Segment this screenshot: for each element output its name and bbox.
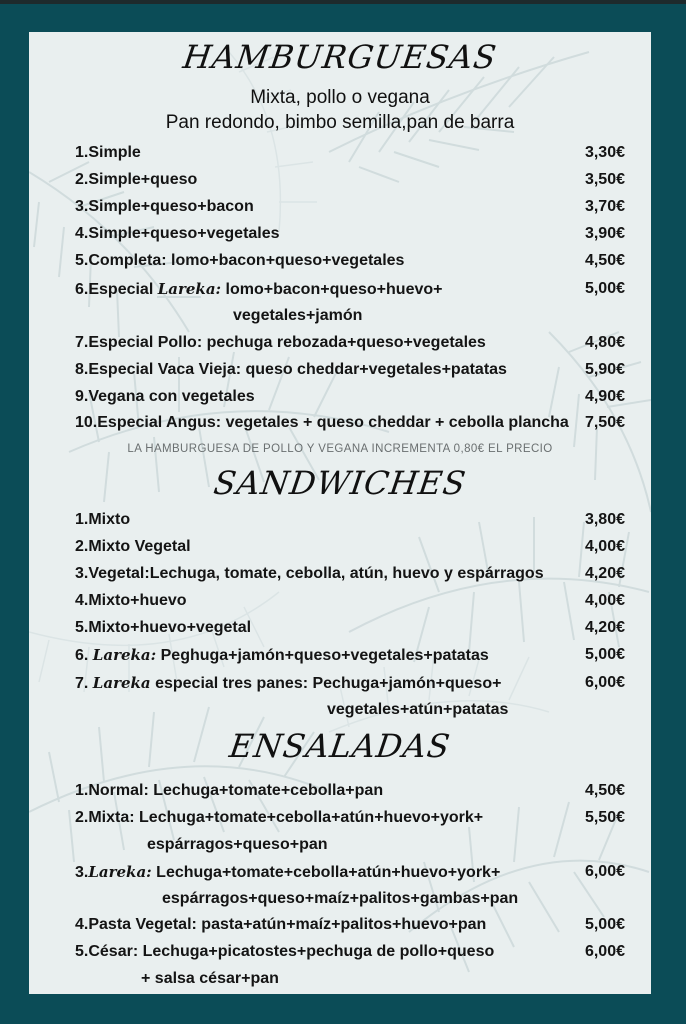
item-name <box>75 646 489 665</box>
sandwiches-item <box>75 511 625 535</box>
item-number: 6. <box>75 647 93 664</box>
item-name <box>75 171 197 189</box>
item-price: 4,80€ <box>584 334 625 351</box>
hamburguesas-item <box>75 361 625 385</box>
sandwiches-item <box>75 619 625 643</box>
hamburguesas-item <box>75 198 625 222</box>
item-name <box>75 674 501 693</box>
item-name <box>75 782 383 800</box>
hamburguesas-item <box>75 388 625 412</box>
hamburguesas-item <box>75 334 625 358</box>
hamburguesas-note: LA HAMBURGUESA DE POLLO Y VEGANA INCREMENTA 0,80€ EL PRECIO <box>127 443 553 455</box>
hamburguesas-item <box>75 280 625 324</box>
item-description: 5.César: Lechuga+picatostes+pechuga de pollo+queso <box>75 943 495 960</box>
item-price: 6,00€ <box>584 863 625 880</box>
item-description: 7.Especial Pollo: pechuga rebozada+queso+vegetales <box>75 334 486 351</box>
item-price: 5,00€ <box>584 916 625 933</box>
item-description-continued: + salsa césar+pan <box>141 970 279 987</box>
ensaladas-item <box>75 809 625 853</box>
item-name <box>75 565 544 583</box>
hamburguesas-subtitle-2: Pan redondo, bimbo semilla,pan de barra <box>165 112 515 133</box>
item-description: 4.Mixto+huevo <box>75 592 187 609</box>
item-description-continued: espárragos+queso+pan <box>147 836 328 853</box>
ensaladas-title: ENSALADAS <box>227 727 453 765</box>
item-description: 1.Mixto <box>75 511 131 528</box>
hamburguesas-item <box>75 225 625 249</box>
ensaladas-item <box>75 916 625 940</box>
item-description: 5.Completa: lomo+bacon+queso+vegetales <box>75 252 405 269</box>
item-description: 9.Vegana con vegetales <box>75 388 255 405</box>
item-description: 2.Mixta: Lechuga+tomate+cebolla+atún+huevo+york+ <box>75 809 484 826</box>
item-price: 4,00€ <box>584 592 625 609</box>
item-name <box>75 388 255 406</box>
menu-card <box>29 32 651 994</box>
item-price: 5,00€ <box>584 280 625 297</box>
item-name <box>75 144 141 162</box>
item-description: 3.Vegetal:Lechuga, tomate, cebolla, atún, huevo y espárragos <box>75 565 544 582</box>
item-price: 3,80€ <box>584 511 625 528</box>
item-description: 1.Simple <box>75 144 141 161</box>
item-price: 3,90€ <box>584 225 625 242</box>
item-description: 8.Especial Vaca Vieja: queso cheddar+vegetales+patatas <box>75 361 507 378</box>
item-price: 4,90€ <box>584 388 625 405</box>
item-description: 4.Pasta Vegetal: pasta+atún+maíz+palitos+huevo+pan <box>75 916 487 933</box>
item-description-continued: espárragos+queso+maíz+palitos+gambas+pan <box>162 890 519 907</box>
hamburguesas-title: HAMBURGUESAS <box>180 38 500 76</box>
hamburguesas-item <box>75 144 625 168</box>
sandwiches-item <box>75 674 625 718</box>
item-price: 3,30€ <box>584 144 625 161</box>
item-name <box>75 809 483 827</box>
ensaladas-item <box>75 863 625 907</box>
sandwiches-item <box>75 646 625 670</box>
item-price: 4,00€ <box>584 538 625 555</box>
item-price: 5,50€ <box>584 809 625 826</box>
item-price: 5,00€ <box>584 646 625 663</box>
item-name <box>75 538 191 556</box>
hamburguesas-item <box>75 414 625 438</box>
item-description: Lechuga+tomate+cebolla+atún+huevo+york+ <box>151 864 501 881</box>
sandwiches-item <box>75 565 625 589</box>
item-name <box>75 619 251 637</box>
ensaladas-item <box>75 943 625 987</box>
item-price: 4,50€ <box>584 252 625 269</box>
item-name <box>75 511 130 529</box>
item-description: especial tres panes: Pechuga+jamón+queso+ <box>150 675 502 692</box>
item-price: 6,00€ <box>584 943 625 960</box>
item-name <box>75 592 187 610</box>
item-price: 7,50€ <box>584 414 625 431</box>
item-description: Peghuga+jamón+queso+vegetales+patatas <box>156 647 489 664</box>
item-name <box>75 198 254 216</box>
item-description: 3.Simple+queso+bacon <box>75 198 254 215</box>
hamburguesas-subtitle-1: Mixta, pollo o vegana <box>250 87 430 108</box>
sandwiches-item <box>75 592 625 616</box>
hamburguesas-item <box>75 171 625 195</box>
item-number: 7. <box>75 675 93 692</box>
item-price: 3,50€ <box>584 171 625 188</box>
item-description: 2.Mixto Vegetal <box>75 538 191 555</box>
sandwiches-item <box>75 538 625 562</box>
ensaladas-item <box>75 782 625 806</box>
item-name <box>75 252 404 270</box>
item-name <box>75 361 507 379</box>
lareka-brand: Lareka <box>92 674 151 692</box>
item-description-continued: vegetales+jamón <box>233 307 363 324</box>
item-name <box>75 943 494 961</box>
top-bar <box>0 0 686 4</box>
item-number: 6.Especial <box>75 281 158 298</box>
lareka-brand: Lareka: <box>157 280 222 298</box>
item-price: 5,90€ <box>584 361 625 378</box>
item-name <box>75 225 280 243</box>
item-price: 3,70€ <box>584 198 625 215</box>
lareka-brand: Lareka: <box>88 863 152 881</box>
sandwiches-title: SANDWICHES <box>211 464 469 502</box>
hamburguesas-item <box>75 252 625 276</box>
item-name <box>75 863 500 882</box>
item-description: 1.Normal: Lechuga+tomate+cebolla+pan <box>75 782 384 799</box>
item-description: 10.Especial Angus: vegetales + queso cheddar + cebolla plancha <box>75 414 569 431</box>
item-price: 4,50€ <box>584 782 625 799</box>
item-description: lomo+bacon+queso+huevo+ <box>221 281 443 298</box>
item-description: 5.Mixto+huevo+vegetal <box>75 619 252 636</box>
item-name <box>75 280 442 299</box>
item-price: 4,20€ <box>584 565 625 582</box>
item-name <box>75 414 569 432</box>
item-number: 3. <box>75 864 89 881</box>
lareka-brand: Lareka: <box>92 646 157 664</box>
item-name <box>75 916 486 934</box>
item-price: 4,20€ <box>584 619 625 636</box>
item-price: 6,00€ <box>584 674 625 691</box>
item-description-continued: vegetales+atún+patatas <box>327 701 509 718</box>
item-description: 2.Simple+queso <box>75 171 198 188</box>
item-name <box>75 334 486 352</box>
item-description: 4.Simple+queso+vegetales <box>75 225 280 242</box>
